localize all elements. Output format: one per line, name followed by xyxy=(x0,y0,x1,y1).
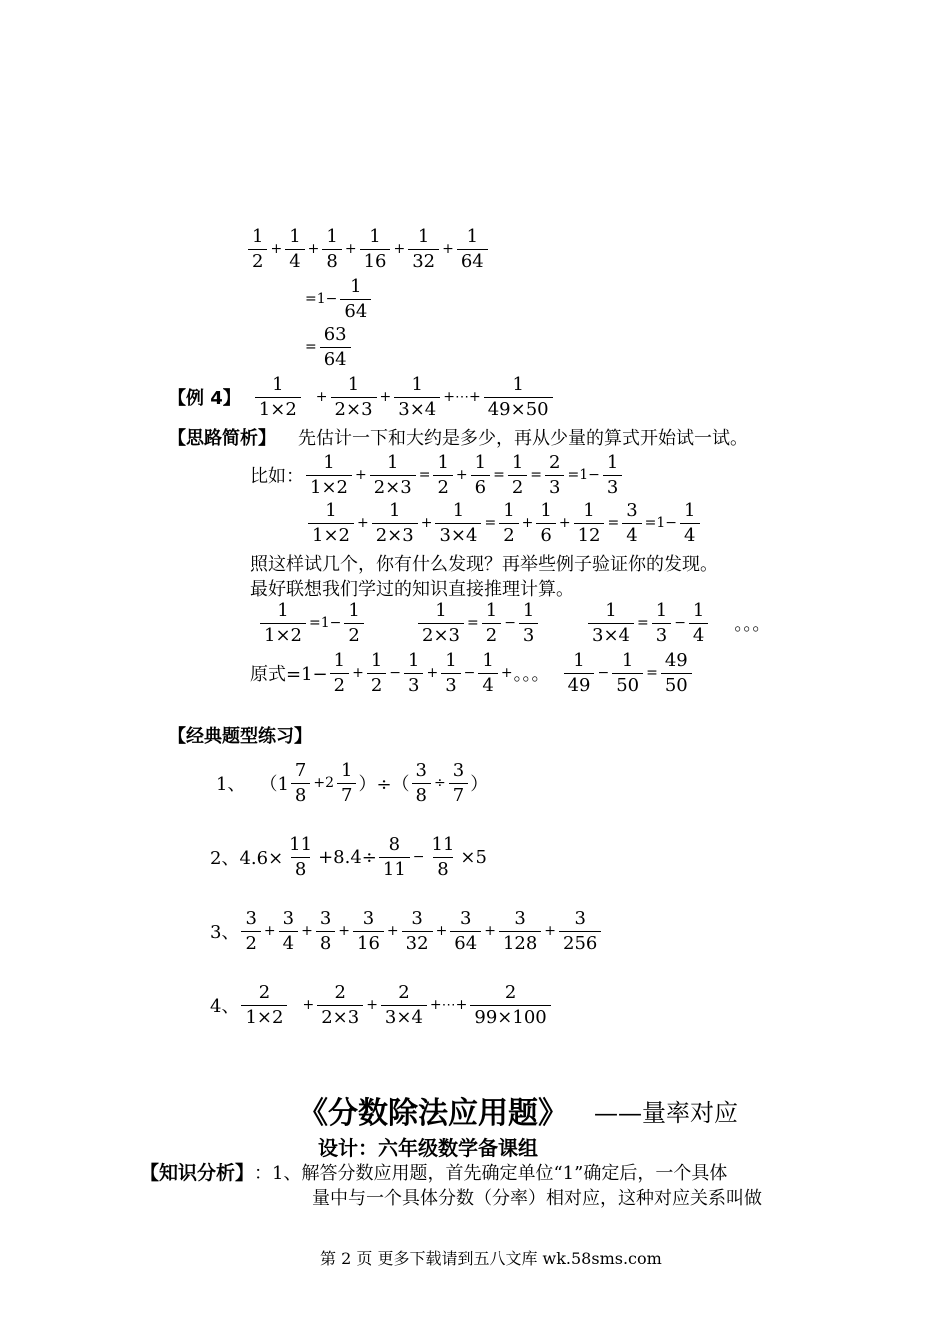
design-credit: 设计：六年级数学备课组 xyxy=(318,1136,538,1160)
fraction: $\frac{1}{2}$ xyxy=(367,650,386,696)
knowledge-text1: ：1、解答分数应用题，首先确定单位“1”确定后，一个具体 xyxy=(254,1162,728,1184)
operator: = xyxy=(484,515,497,532)
operator: + xyxy=(338,923,351,940)
analysis-row1 xyxy=(250,452,624,498)
fraction: $\frac{3}{32}$ xyxy=(402,908,433,954)
fraction: $\frac{1}{4}$ xyxy=(689,600,708,646)
q1-plus: +2 xyxy=(313,775,334,792)
ellipsis-operator: +⋯+ xyxy=(429,997,468,1014)
equals: =1− xyxy=(309,615,342,632)
operator: − xyxy=(463,665,476,682)
fraction: $\frac{1}{6}$ xyxy=(536,500,555,546)
operator: = xyxy=(530,467,543,484)
fraction: $\frac{1}{50}$ xyxy=(612,650,643,696)
operator: + xyxy=(352,665,364,682)
ex3-step1 xyxy=(304,276,373,322)
fraction: $\frac{1}{1\times 2}$ xyxy=(255,374,301,420)
operator: − xyxy=(597,665,610,682)
plus-operator: + xyxy=(344,241,357,258)
operator: = xyxy=(418,467,431,484)
original-expression xyxy=(250,650,694,696)
analysis-row2 xyxy=(306,500,702,546)
fraction: $\frac{1}{2}$ xyxy=(482,600,501,646)
operator: − xyxy=(389,665,401,682)
operator: = xyxy=(607,515,620,532)
equals: = xyxy=(467,615,479,632)
fraction: $\frac{1}{3}$ xyxy=(652,600,671,646)
operator: + xyxy=(544,923,557,940)
page-footer: 第 2 页 更多下载请到五八文库 wk.58sms.com xyxy=(320,1249,662,1268)
operator: + xyxy=(426,665,439,682)
plus-operator: + xyxy=(315,389,328,406)
dots: 。。。 xyxy=(734,614,771,636)
fraction: $\frac{1}{3\times 4}$ xyxy=(394,374,440,420)
example-prefix: 比如： xyxy=(250,466,304,488)
fraction: $\frac{1}{4}$ xyxy=(680,500,699,546)
fraction: $\frac{8}{11}$ xyxy=(379,834,410,880)
operator: + xyxy=(558,515,571,532)
fraction: $\frac{1}{2\times 3}$ xyxy=(331,374,377,420)
analysis-line2: 最好联想我们学过的知识直接推理计算。 xyxy=(250,579,574,600)
identity-3 xyxy=(586,600,770,646)
ellipsis-operator: +⋯+ xyxy=(443,389,481,406)
operator: + xyxy=(357,515,369,532)
fraction: $\frac{3}{128}$ xyxy=(499,908,541,954)
fraction: $\frac{1}{64}$ xyxy=(340,276,371,322)
q2-tail: ×5 xyxy=(460,846,487,868)
fraction: $\frac{1}{2}$ xyxy=(499,500,518,546)
knowledge-line2: 量中与一个具体分数（分率）相对应，这种对应关系叫做 xyxy=(312,1188,762,1209)
q1-close: ） xyxy=(470,774,489,796)
q1-close-div: ）÷（ xyxy=(358,774,410,796)
fraction: $\frac{3}{64}$ xyxy=(450,908,481,954)
fraction: $\frac{1}{49\times 50}$ xyxy=(484,374,553,420)
identity-1 xyxy=(258,600,366,646)
operator: − xyxy=(674,615,686,632)
fraction: $\frac{2}{2\times 3}$ xyxy=(317,982,363,1028)
fraction: $\frac{2}{99\times 100}$ xyxy=(470,982,550,1028)
section-subtitle: ——量率对应 xyxy=(594,1098,738,1127)
operator: + xyxy=(484,923,496,940)
section-title: 《分数除法应用题》 xyxy=(298,1096,568,1131)
fraction: $\frac{1}{3}$ xyxy=(441,650,460,696)
fraction: $\frac{49}{50}$ xyxy=(661,650,692,696)
fraction: $\frac{1}{2\times 3}$ xyxy=(372,500,418,546)
knowledge-line1 xyxy=(140,1158,727,1185)
operator: + xyxy=(355,467,367,484)
fraction: $\frac{1}{49}$ xyxy=(564,650,595,696)
plus-operator: + xyxy=(393,241,406,258)
plus-operator: + xyxy=(379,389,392,406)
practice-q2 xyxy=(210,834,487,880)
fraction: $\frac{1}{2}$ xyxy=(508,452,527,498)
fraction: $\frac{11}{8}$ xyxy=(431,834,455,880)
fraction: $\frac{1}{8}$ xyxy=(322,226,341,272)
fraction: $\frac{3}{4}$ xyxy=(279,908,298,954)
fraction: $\frac{1}{1\times 2}$ xyxy=(260,600,306,646)
fraction: $\frac{1}{4}$ xyxy=(285,226,304,272)
analysis-label: 【思路简析】 xyxy=(168,428,276,449)
q4-index: 4、 xyxy=(210,996,240,1018)
q3-index: 3、 xyxy=(210,922,240,944)
operator: + xyxy=(302,997,315,1014)
operator: + xyxy=(366,997,378,1014)
operator: + xyxy=(420,515,433,532)
operator: + xyxy=(301,923,313,940)
operator: + xyxy=(435,923,448,940)
operator: + xyxy=(455,467,468,484)
example4-expression xyxy=(241,374,555,420)
example4-label: 【例 4】 xyxy=(168,388,241,410)
fraction: $\frac{1}{1\times 2}$ xyxy=(308,500,354,546)
fraction: $\frac{1}{2\times 3}$ xyxy=(418,600,464,646)
analysis-heading xyxy=(168,424,748,450)
fraction: $\frac{1}{3}$ xyxy=(519,600,538,646)
fraction: $\frac{2}{3\times 4}$ xyxy=(381,982,427,1028)
fraction: $\frac{1}{12}$ xyxy=(574,500,605,546)
practice-q3 xyxy=(210,908,603,954)
fraction: $\frac{1}{2}$ xyxy=(433,452,452,498)
fraction: $\frac{3}{4}$ xyxy=(622,500,641,546)
fraction: $\frac{3}{8}$ xyxy=(316,908,335,954)
operator: − xyxy=(504,615,516,632)
fraction: $\frac{1}{2}$ xyxy=(330,650,349,696)
orig-prefix: 原式=1− xyxy=(250,664,328,686)
q1-index: 1、 xyxy=(216,774,246,796)
fraction: $\frac{3}{8}$ xyxy=(412,760,431,806)
dots: 。。。 xyxy=(513,664,550,686)
operator: = xyxy=(646,665,658,682)
fraction: $\frac{1}{2\times 3}$ xyxy=(370,452,416,498)
fraction: $\frac{7}{8}$ xyxy=(291,760,310,806)
fraction: $\frac{11}{8}$ xyxy=(289,834,313,880)
equals: = xyxy=(637,615,649,632)
fraction: $\frac{1}{3\times 4}$ xyxy=(435,500,481,546)
fraction: $\frac{1}{1\times 2}$ xyxy=(306,452,352,498)
practice-label: 【经典题型练习】 xyxy=(168,726,312,747)
ex3-step1-prefix: =1− xyxy=(305,291,338,308)
ex3-sum-line xyxy=(246,226,490,272)
operator: + xyxy=(521,515,534,532)
q2-index: 2、4.6× xyxy=(210,848,284,870)
practice-q1 xyxy=(216,760,488,806)
operator: + xyxy=(386,923,399,940)
fraction: $\frac{2}{3}$ xyxy=(545,452,564,498)
fraction: $\frac{63}{64}$ xyxy=(320,324,351,370)
example4-line xyxy=(168,374,555,420)
result-prefix: =1− xyxy=(644,515,678,532)
fraction: $\frac{1}{7}$ xyxy=(337,760,356,806)
q1-div: ÷ xyxy=(434,775,446,792)
fraction: $\frac{1}{3}$ xyxy=(603,452,622,498)
q2-mid: +8.4÷ xyxy=(318,846,377,868)
fraction: $\frac{1}{3}$ xyxy=(404,650,423,696)
ex3-step2-prefix: = xyxy=(305,339,317,356)
identity-2 xyxy=(416,600,540,646)
operator: + xyxy=(263,923,276,940)
q2-minus: − xyxy=(412,849,425,866)
analysis-line1: 照这样试几个，你有什么发现？再举些例子验证你的发现。 xyxy=(250,554,718,575)
operator: + xyxy=(500,665,513,682)
q1-open: （1 xyxy=(259,774,289,796)
fraction: $\frac{1}{64}$ xyxy=(457,226,488,272)
fraction: $\frac{1}{4}$ xyxy=(478,650,497,696)
fraction: $\frac{1}{16}$ xyxy=(360,226,391,272)
fraction: $\frac{3}{256}$ xyxy=(559,908,601,954)
ex3-step2 xyxy=(304,324,353,370)
practice-q4 xyxy=(210,982,553,1028)
plus-operator: + xyxy=(270,241,283,258)
fraction: $\frac{3}{2}$ xyxy=(241,908,260,954)
fraction: $\frac{1}{2}$ xyxy=(344,600,363,646)
result-prefix: =1− xyxy=(567,467,600,484)
fraction: $\frac{3}{7}$ xyxy=(449,760,468,806)
plus-operator: + xyxy=(442,241,454,258)
fraction: $\frac{1}{32}$ xyxy=(408,226,439,272)
plus-operator: + xyxy=(307,241,320,258)
knowledge-label: 【知识分析】 xyxy=(140,1162,255,1184)
fraction: $\frac{1}{2}$ xyxy=(248,226,267,272)
fraction: $\frac{2}{1\times 2}$ xyxy=(241,982,287,1028)
analysis-text: 先估计一下和大约是多少，再从少量的算式开始试一试。 xyxy=(298,428,748,449)
operator: = xyxy=(493,467,505,484)
fraction: $\frac{1}{6}$ xyxy=(471,452,490,498)
fraction: $\frac{1}{3\times 4}$ xyxy=(588,600,634,646)
section-title-line xyxy=(298,1088,738,1132)
fraction: $\frac{3}{16}$ xyxy=(353,908,384,954)
